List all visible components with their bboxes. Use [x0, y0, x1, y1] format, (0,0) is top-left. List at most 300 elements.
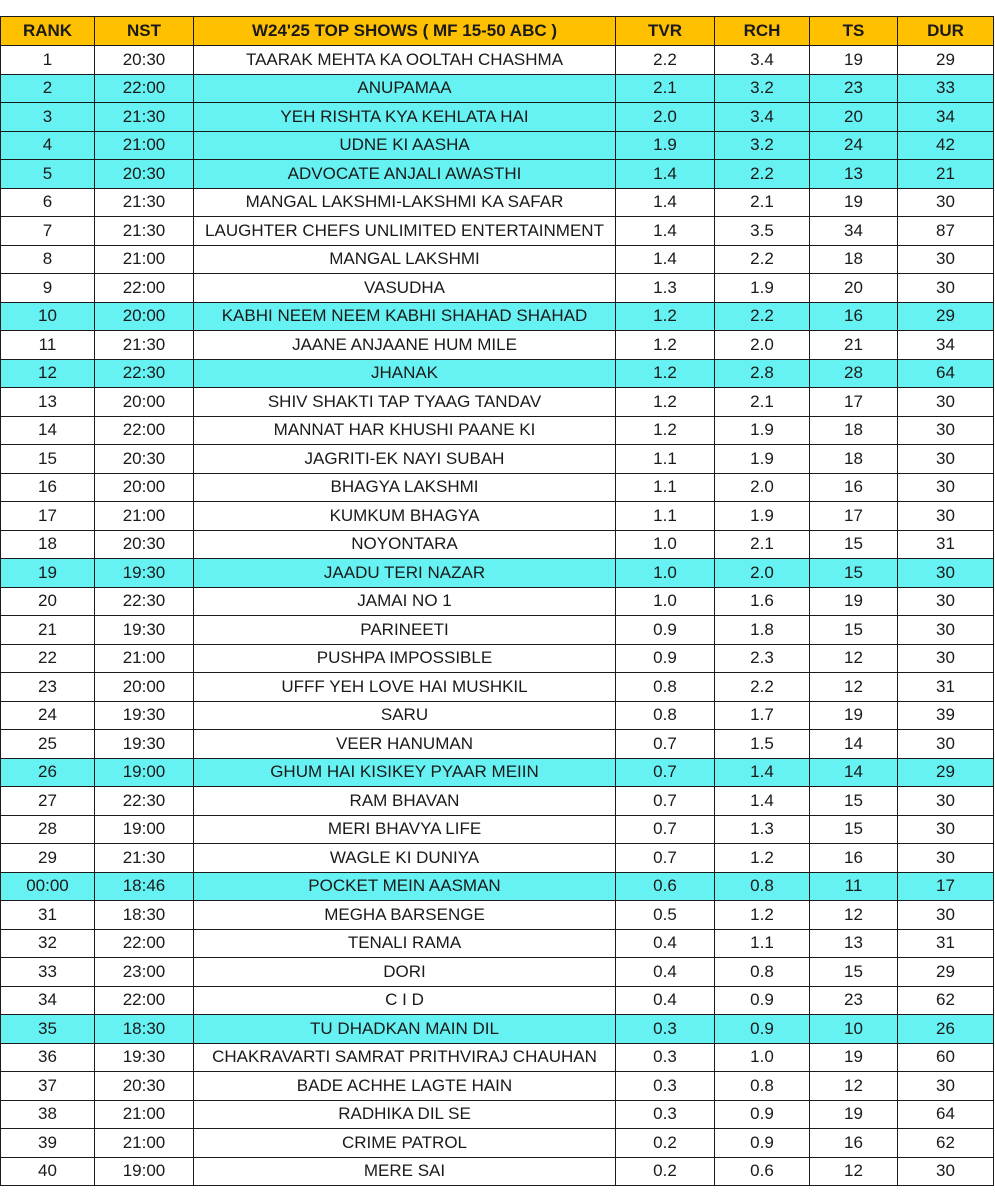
- tvr-cell: 0.7: [616, 758, 715, 787]
- rank-cell: 21: [1, 616, 95, 645]
- time-cell: 22:00: [95, 929, 194, 958]
- table-row: [1, 502, 994, 531]
- time-cell: 21:30: [95, 331, 194, 360]
- table-row: [1, 758, 994, 787]
- dur-cell: 33: [898, 74, 994, 103]
- ts-cell: 23: [810, 74, 898, 103]
- ts-cell: 12: [810, 1157, 898, 1186]
- tvr-cell: 0.8: [616, 673, 715, 702]
- tvr-cell: 0.3: [616, 1100, 715, 1129]
- ts-cell: 17: [810, 388, 898, 417]
- show-name-cell: MERE SAI: [194, 1157, 616, 1186]
- rch-cell: 1.5: [715, 730, 810, 759]
- rch-cell: 3.4: [715, 46, 810, 75]
- dur-cell: 30: [898, 559, 994, 588]
- time-cell: 20:30: [95, 160, 194, 189]
- table-row: [1, 46, 994, 75]
- rch-cell: 1.2: [715, 844, 810, 873]
- rch-cell: 1.4: [715, 758, 810, 787]
- dur-cell: 17: [898, 872, 994, 901]
- time-cell: 20:00: [95, 673, 194, 702]
- ts-cell: 14: [810, 758, 898, 787]
- show-name-cell: JAADU TERI NAZAR: [194, 559, 616, 588]
- ts-cell: 15: [810, 616, 898, 645]
- show-name-cell: POCKET MEIN AASMAN: [194, 872, 616, 901]
- ts-cell: 13: [810, 160, 898, 189]
- time-cell: 20:30: [95, 530, 194, 559]
- tvr-cell: 1.2: [616, 416, 715, 445]
- table-row: [1, 217, 994, 246]
- show-name-cell: MEGHA BARSENGE: [194, 901, 616, 930]
- time-cell: 21:30: [95, 103, 194, 132]
- tvr-cell: 0.7: [616, 815, 715, 844]
- rch-cell: 1.9: [715, 445, 810, 474]
- dur-cell: 39: [898, 701, 994, 730]
- tvr-cell: 0.9: [616, 644, 715, 673]
- ts-cell: 16: [810, 1129, 898, 1158]
- rch-cell: 2.3: [715, 644, 810, 673]
- dur-cell: 29: [898, 46, 994, 75]
- show-name-cell: BADE ACHHE LAGTE HAIN: [194, 1072, 616, 1101]
- tvr-cell: 0.5: [616, 901, 715, 930]
- rank-cell: 26: [1, 758, 95, 787]
- rank-cell: 28: [1, 815, 95, 844]
- dur-cell: 30: [898, 502, 994, 531]
- rch-cell: 0.8: [715, 872, 810, 901]
- ts-cell: 13: [810, 929, 898, 958]
- dur-cell: 30: [898, 274, 994, 303]
- dur-cell: 34: [898, 331, 994, 360]
- dur-cell: 26: [898, 1015, 994, 1044]
- time-cell: 22:00: [95, 74, 194, 103]
- dur-cell: 30: [898, 473, 994, 502]
- ts-cell: 20: [810, 274, 898, 303]
- show-name-cell: KUMKUM BHAGYA: [194, 502, 616, 531]
- time-cell: 18:46: [95, 872, 194, 901]
- dur-cell: 21: [898, 160, 994, 189]
- table-row: [1, 131, 994, 160]
- rch-cell: 3.2: [715, 131, 810, 160]
- table-row: [1, 673, 994, 702]
- time-cell: 21:00: [95, 245, 194, 274]
- rank-cell: 29: [1, 844, 95, 873]
- ts-cell: 11: [810, 872, 898, 901]
- tvr-cell: 0.2: [616, 1157, 715, 1186]
- rank-cell: 18: [1, 530, 95, 559]
- show-name-cell: WAGLE KI DUNIYA: [194, 844, 616, 873]
- time-cell: 22:30: [95, 359, 194, 388]
- time-cell: 21:30: [95, 844, 194, 873]
- tvr-cell: 2.2: [616, 46, 715, 75]
- rank-cell: 39: [1, 1129, 95, 1158]
- show-name-cell: VEER HANUMAN: [194, 730, 616, 759]
- rank-cell: 32: [1, 929, 95, 958]
- rank-cell: 16: [1, 473, 95, 502]
- dur-cell: 30: [898, 587, 994, 616]
- rank-cell: 23: [1, 673, 95, 702]
- rch-cell: 1.9: [715, 416, 810, 445]
- show-name-cell: LAUGHTER CHEFS UNLIMITED ENTERTAINMENT: [194, 217, 616, 246]
- dur-cell: 30: [898, 616, 994, 645]
- rank-cell: 25: [1, 730, 95, 759]
- tvr-cell: 1.1: [616, 473, 715, 502]
- ts-cell: 12: [810, 644, 898, 673]
- show-name-cell: KABHI NEEM NEEM KABHI SHAHAD SHAHAD: [194, 302, 616, 331]
- show-name-cell: MANGAL LAKSHMI-LAKSHMI KA SAFAR: [194, 188, 616, 217]
- table-row: [1, 929, 994, 958]
- ts-cell: 19: [810, 1100, 898, 1129]
- show-name-cell: CRIME PATROL: [194, 1129, 616, 1158]
- dur-cell: 34: [898, 103, 994, 132]
- show-name-cell: UFFF YEH LOVE HAI MUSHKIL: [194, 673, 616, 702]
- rank-cell: 11: [1, 331, 95, 360]
- rank-cell: 33: [1, 958, 95, 987]
- show-name-cell: ANUPAMAA: [194, 74, 616, 103]
- table-row: [1, 644, 994, 673]
- table-row: [1, 616, 994, 645]
- ts-cell: 12: [810, 901, 898, 930]
- time-cell: 21:00: [95, 502, 194, 531]
- time-cell: 19:30: [95, 559, 194, 588]
- tvr-cell: 1.2: [616, 302, 715, 331]
- show-name-cell: CHAKRAVARTI SAMRAT PRITHVIRAJ CHAUHAN: [194, 1043, 616, 1072]
- table-row: [1, 844, 994, 873]
- rch-cell: 1.7: [715, 701, 810, 730]
- dur-cell: 31: [898, 530, 994, 559]
- header-tvr[interactable]: TVR: [616, 17, 715, 46]
- time-cell: 21:00: [95, 131, 194, 160]
- show-name-cell: GHUM HAI KISIKEY PYAAR MEIIN: [194, 758, 616, 787]
- rch-cell: 0.8: [715, 958, 810, 987]
- show-name-cell: SHIV SHAKTI TAP TYAAG TANDAV: [194, 388, 616, 417]
- show-name-cell: C I D: [194, 986, 616, 1015]
- rch-cell: 2.2: [715, 673, 810, 702]
- tvr-cell: 1.1: [616, 445, 715, 474]
- time-cell: 23:00: [95, 958, 194, 987]
- ts-cell: 18: [810, 245, 898, 274]
- time-cell: 22:00: [95, 986, 194, 1015]
- table-row: [1, 1043, 994, 1072]
- header-ts[interactable]: TS: [810, 17, 898, 46]
- ts-cell: 23: [810, 986, 898, 1015]
- show-name-cell: VASUDHA: [194, 274, 616, 303]
- table-row: [1, 901, 994, 930]
- table-row: [1, 530, 994, 559]
- rank-cell: 5: [1, 160, 95, 189]
- table-row: [1, 445, 994, 474]
- table-row: [1, 188, 994, 217]
- time-cell: 19:30: [95, 701, 194, 730]
- rch-cell: 0.6: [715, 1157, 810, 1186]
- time-cell: 19:30: [95, 730, 194, 759]
- dur-cell: 29: [898, 758, 994, 787]
- dur-cell: 30: [898, 644, 994, 673]
- rch-cell: 2.0: [715, 559, 810, 588]
- time-cell: 20:30: [95, 445, 194, 474]
- dur-cell: 29: [898, 958, 994, 987]
- rank-cell: 36: [1, 1043, 95, 1072]
- ts-cell: 18: [810, 445, 898, 474]
- rank-cell: 38: [1, 1100, 95, 1129]
- ts-cell: 20: [810, 103, 898, 132]
- ts-cell: 14: [810, 730, 898, 759]
- show-name-cell: NOYONTARA: [194, 530, 616, 559]
- table-row: [1, 103, 994, 132]
- ts-cell: 12: [810, 1072, 898, 1101]
- header-nst[interactable]: NST: [95, 17, 194, 46]
- rank-cell: 24: [1, 701, 95, 730]
- dur-cell: 87: [898, 217, 994, 246]
- header-row: [1, 17, 994, 46]
- rank-cell: 40: [1, 1157, 95, 1186]
- show-name-cell: TU DHADKAN MAIN DIL: [194, 1015, 616, 1044]
- ts-cell: 19: [810, 1043, 898, 1072]
- time-cell: 21:30: [95, 217, 194, 246]
- rch-cell: 1.8: [715, 616, 810, 645]
- dur-cell: 30: [898, 1072, 994, 1101]
- ts-cell: 12: [810, 673, 898, 702]
- rank-cell: 13: [1, 388, 95, 417]
- ts-cell: 15: [810, 958, 898, 987]
- rank-cell: 19: [1, 559, 95, 588]
- rank-cell: 10: [1, 302, 95, 331]
- show-name-cell: UDNE KI AASHA: [194, 131, 616, 160]
- dur-cell: 42: [898, 131, 994, 160]
- rank-cell: 1: [1, 46, 95, 75]
- table-row: [1, 701, 994, 730]
- rch-cell: 2.1: [715, 530, 810, 559]
- dur-cell: 31: [898, 673, 994, 702]
- time-cell: 22:30: [95, 587, 194, 616]
- time-cell: 20:00: [95, 302, 194, 331]
- ts-cell: 19: [810, 587, 898, 616]
- ts-cell: 16: [810, 473, 898, 502]
- rch-cell: 2.2: [715, 302, 810, 331]
- rank-cell: 7: [1, 217, 95, 246]
- show-name-cell: DORI: [194, 958, 616, 987]
- tvr-cell: 1.4: [616, 188, 715, 217]
- tvr-cell: 1.3: [616, 274, 715, 303]
- rch-cell: 2.8: [715, 359, 810, 388]
- rch-cell: 1.9: [715, 502, 810, 531]
- ts-cell: 19: [810, 701, 898, 730]
- tvr-cell: 2.1: [616, 74, 715, 103]
- table-row: [1, 245, 994, 274]
- rank-cell: 6: [1, 188, 95, 217]
- show-name-cell: MANGAL LAKSHMI: [194, 245, 616, 274]
- table-row: [1, 473, 994, 502]
- table-body: [1, 46, 994, 1186]
- dur-cell: 31: [898, 929, 994, 958]
- time-cell: 21:00: [95, 1100, 194, 1129]
- table-row: [1, 302, 994, 331]
- rch-cell: 0.9: [715, 1100, 810, 1129]
- rch-cell: 3.2: [715, 74, 810, 103]
- tvr-cell: 1.0: [616, 559, 715, 588]
- tvr-cell: 1.2: [616, 359, 715, 388]
- dur-cell: 30: [898, 901, 994, 930]
- rch-cell: 2.1: [715, 188, 810, 217]
- table-header: [1, 17, 994, 46]
- ts-cell: 21: [810, 331, 898, 360]
- rch-cell: 1.6: [715, 587, 810, 616]
- time-cell: 18:30: [95, 1015, 194, 1044]
- ts-cell: 15: [810, 530, 898, 559]
- time-cell: 20:30: [95, 1072, 194, 1101]
- dur-cell: 64: [898, 359, 994, 388]
- tvr-cell: 0.4: [616, 929, 715, 958]
- table-row: [1, 160, 994, 189]
- rch-cell: 1.0: [715, 1043, 810, 1072]
- show-name-cell: PARINEETI: [194, 616, 616, 645]
- show-name-cell: TENALI RAMA: [194, 929, 616, 958]
- rank-cell: 12: [1, 359, 95, 388]
- table-row: [1, 331, 994, 360]
- tvr-cell: 1.4: [616, 160, 715, 189]
- show-name-cell: BHAGYA LAKSHMI: [194, 473, 616, 502]
- header-rank[interactable]: RANK: [1, 17, 95, 46]
- ts-cell: 24: [810, 131, 898, 160]
- tvr-cell: 0.2: [616, 1129, 715, 1158]
- ts-cell: 10: [810, 1015, 898, 1044]
- header-dur[interactable]: DUR: [898, 17, 994, 46]
- time-cell: 18:30: [95, 901, 194, 930]
- rch-cell: 1.4: [715, 787, 810, 816]
- tvr-cell: 0.7: [616, 787, 715, 816]
- time-cell: 19:30: [95, 616, 194, 645]
- rch-cell: 0.9: [715, 1129, 810, 1158]
- table-row: [1, 416, 994, 445]
- table-row: [1, 986, 994, 1015]
- time-cell: 19:00: [95, 815, 194, 844]
- ts-cell: 34: [810, 217, 898, 246]
- table-row: [1, 359, 994, 388]
- ts-cell: 19: [810, 188, 898, 217]
- time-cell: 20:30: [95, 46, 194, 75]
- tvr-cell: 0.8: [616, 701, 715, 730]
- rank-cell: 00:00: [1, 872, 95, 901]
- show-name-cell: MERI BHAVYA LIFE: [194, 815, 616, 844]
- time-cell: 22:00: [95, 416, 194, 445]
- dur-cell: 30: [898, 188, 994, 217]
- tvr-cell: 1.4: [616, 245, 715, 274]
- time-cell: 22:30: [95, 787, 194, 816]
- rch-cell: 2.2: [715, 245, 810, 274]
- show-name-cell: TAARAK MEHTA KA OOLTAH CHASHMA: [194, 46, 616, 75]
- time-cell: 19:30: [95, 1043, 194, 1072]
- tvr-cell: 1.0: [616, 530, 715, 559]
- table-row: [1, 388, 994, 417]
- tvr-cell: 0.9: [616, 616, 715, 645]
- dur-cell: 30: [898, 730, 994, 759]
- tvr-cell: 0.3: [616, 1072, 715, 1101]
- tvr-cell: 1.0: [616, 587, 715, 616]
- rank-cell: 3: [1, 103, 95, 132]
- tvr-cell: 2.0: [616, 103, 715, 132]
- dur-cell: 30: [898, 815, 994, 844]
- dur-cell: 60: [898, 1043, 994, 1072]
- dur-cell: 29: [898, 302, 994, 331]
- rank-cell: 27: [1, 787, 95, 816]
- bottom-margin: [0, 1186, 995, 1200]
- time-cell: 19:00: [95, 1157, 194, 1186]
- tvr-cell: 0.3: [616, 1015, 715, 1044]
- time-cell: 20:00: [95, 388, 194, 417]
- rank-cell: 35: [1, 1015, 95, 1044]
- rch-cell: 0.9: [715, 1015, 810, 1044]
- time-cell: 21:00: [95, 644, 194, 673]
- tvr-cell: 0.4: [616, 986, 715, 1015]
- table-row: [1, 1129, 994, 1158]
- rank-cell: 34: [1, 986, 95, 1015]
- rch-cell: 2.2: [715, 160, 810, 189]
- ts-cell: 15: [810, 787, 898, 816]
- dur-cell: 30: [898, 1157, 994, 1186]
- table-row: [1, 74, 994, 103]
- dur-cell: 64: [898, 1100, 994, 1129]
- table-row: [1, 559, 994, 588]
- show-name-cell: JHANAK: [194, 359, 616, 388]
- rank-cell: 20: [1, 587, 95, 616]
- show-name-cell: PUSHPA IMPOSSIBLE: [194, 644, 616, 673]
- table-row: [1, 1157, 994, 1186]
- rch-cell: 2.0: [715, 473, 810, 502]
- rank-cell: 15: [1, 445, 95, 474]
- dur-cell: 30: [898, 245, 994, 274]
- tvr-cell: 0.7: [616, 844, 715, 873]
- rch-cell: 2.0: [715, 331, 810, 360]
- header-title[interactable]: W24'25 TOP SHOWS ( MF 15-50 ABC ): [194, 17, 616, 46]
- rank-cell: 8: [1, 245, 95, 274]
- ts-cell: 16: [810, 844, 898, 873]
- show-name-cell: JAMAI NO 1: [194, 587, 616, 616]
- tvr-cell: 1.2: [616, 331, 715, 360]
- show-name-cell: ADVOCATE ANJALI AWASTHI: [194, 160, 616, 189]
- top-shows-table: [0, 16, 994, 1186]
- time-cell: 21:30: [95, 188, 194, 217]
- rank-cell: 2: [1, 74, 95, 103]
- dur-cell: 30: [898, 844, 994, 873]
- header-rch[interactable]: RCH: [715, 17, 810, 46]
- rch-cell: 2.1: [715, 388, 810, 417]
- tvr-cell: 0.4: [616, 958, 715, 987]
- dur-cell: 30: [898, 416, 994, 445]
- time-cell: 22:00: [95, 274, 194, 303]
- table-row: [1, 1072, 994, 1101]
- show-name-cell: MANNAT HAR KHUSHI PAANE KI: [194, 416, 616, 445]
- ts-cell: 19: [810, 46, 898, 75]
- show-name-cell: JAANE ANJAANE HUM MILE: [194, 331, 616, 360]
- table-row: [1, 587, 994, 616]
- dur-cell: 30: [898, 445, 994, 474]
- rch-cell: 0.8: [715, 1072, 810, 1101]
- ts-cell: 15: [810, 815, 898, 844]
- rank-cell: 14: [1, 416, 95, 445]
- ts-cell: 17: [810, 502, 898, 531]
- ts-cell: 18: [810, 416, 898, 445]
- tvr-cell: 0.3: [616, 1043, 715, 1072]
- table-row: [1, 1100, 994, 1129]
- rch-cell: 3.4: [715, 103, 810, 132]
- table-row: [1, 815, 994, 844]
- show-name-cell: RADHIKA DIL SE: [194, 1100, 616, 1129]
- show-name-cell: RAM BHAVAN: [194, 787, 616, 816]
- ts-cell: 28: [810, 359, 898, 388]
- show-name-cell: SARU: [194, 701, 616, 730]
- rank-cell: 17: [1, 502, 95, 531]
- show-name-cell: JAGRITI-EK NAYI SUBAH: [194, 445, 616, 474]
- time-cell: 20:00: [95, 473, 194, 502]
